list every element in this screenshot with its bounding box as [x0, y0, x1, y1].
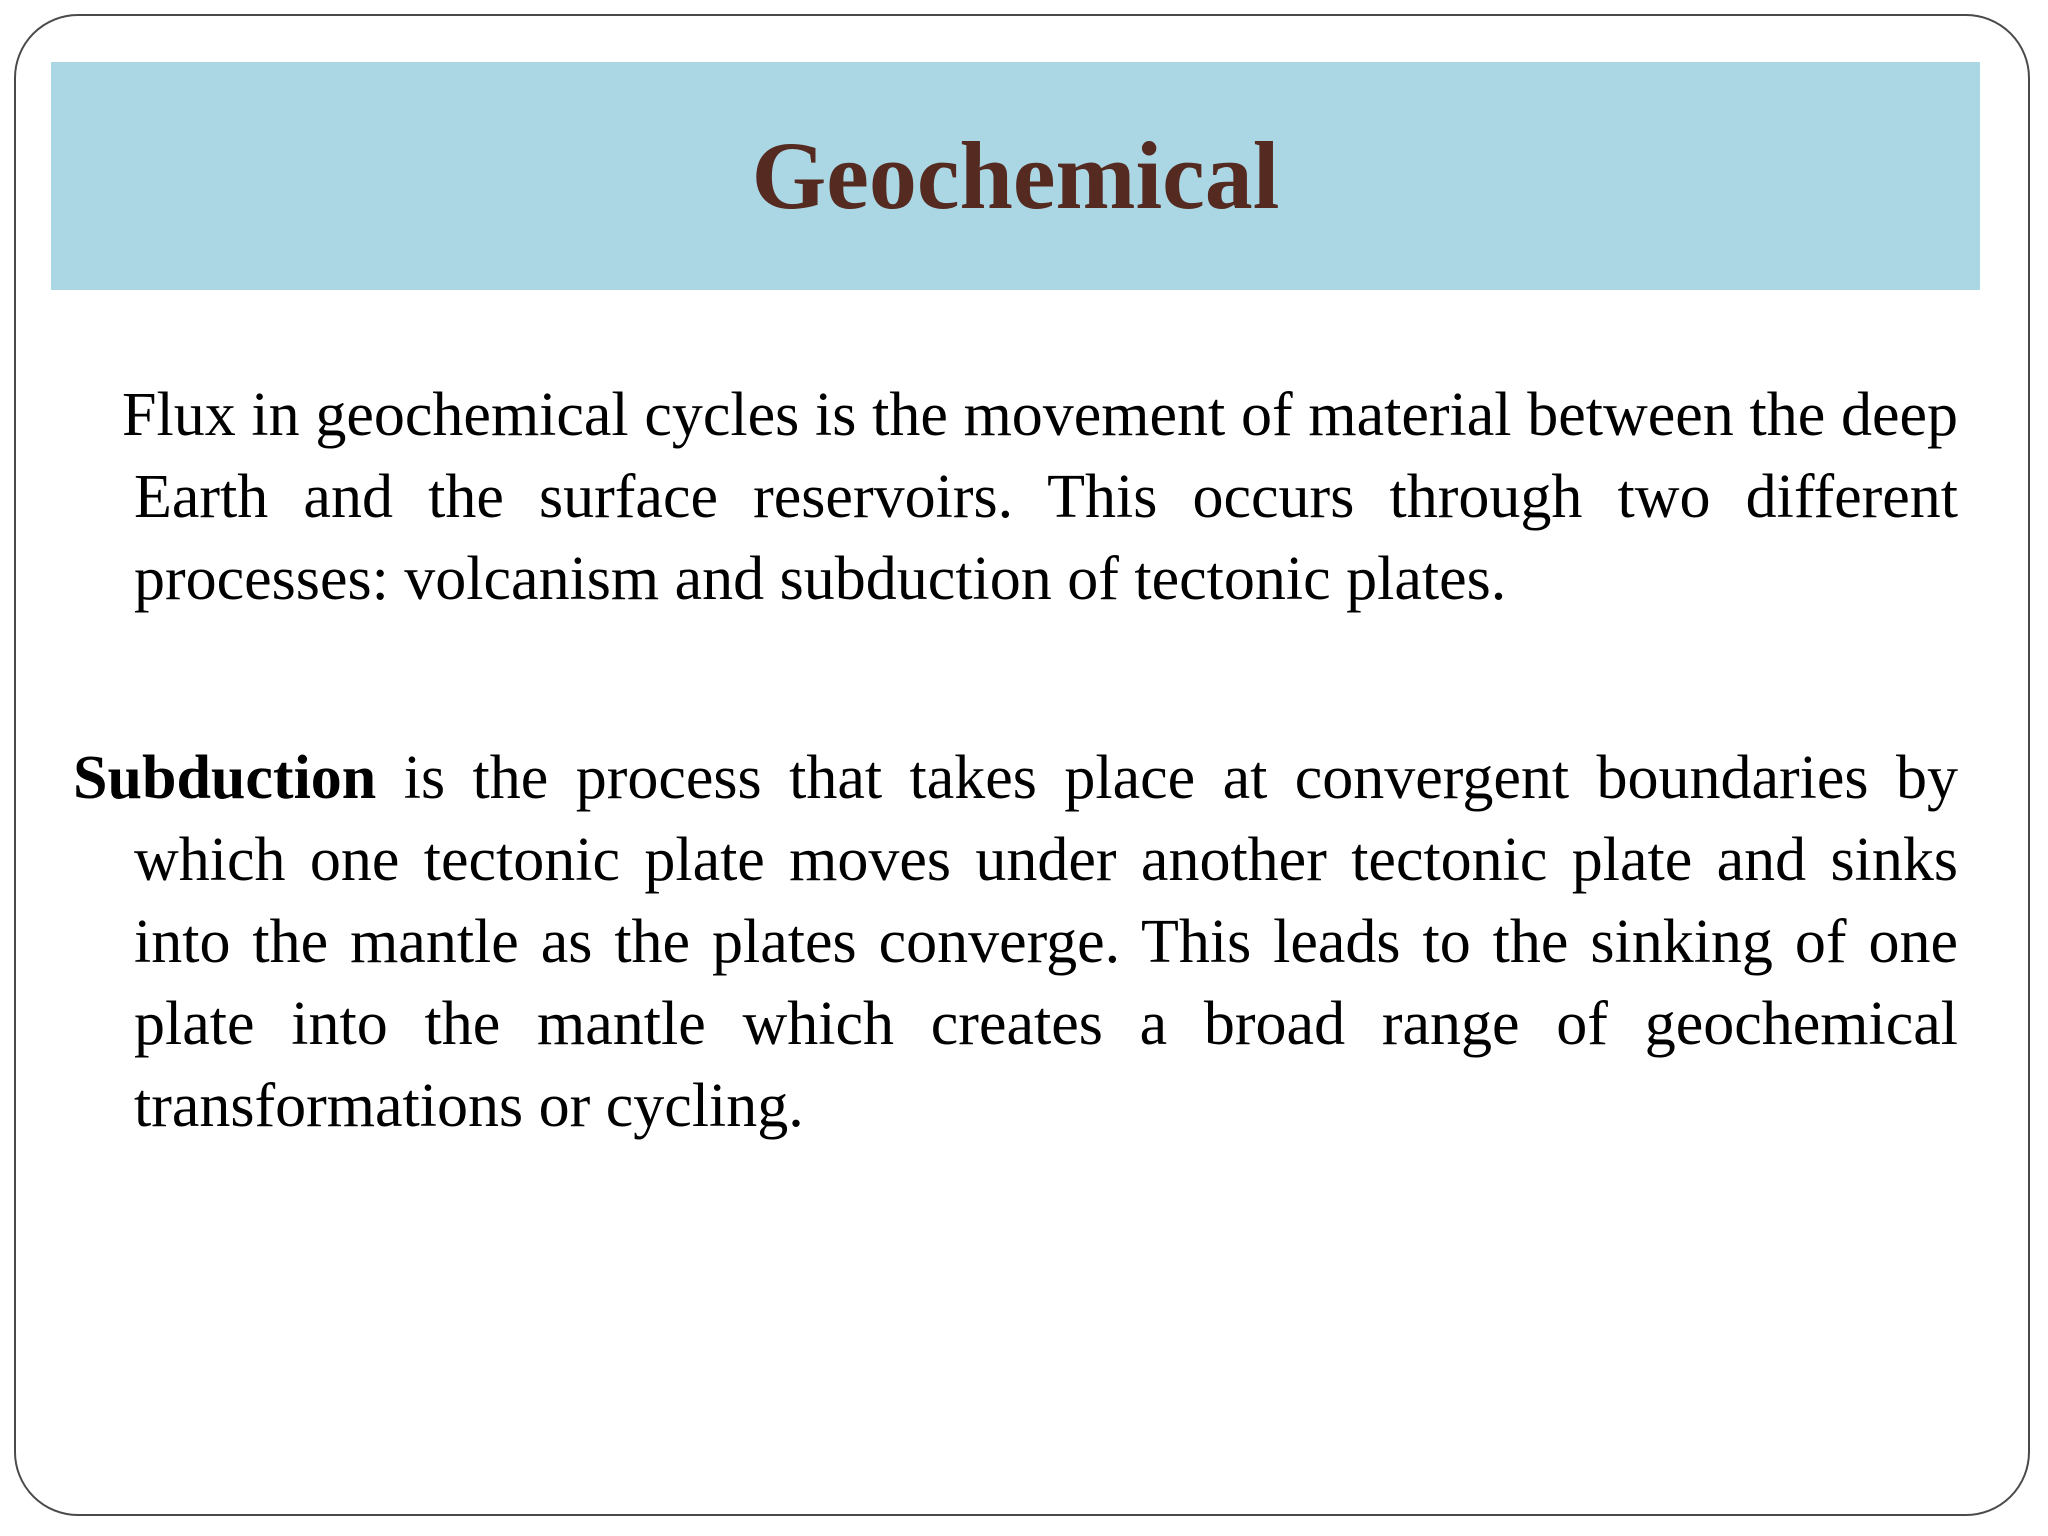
title-band [51, 62, 1980, 290]
subduction-definition: is the process that takes place at convergent boundaries by which one tectonic plate moves under another tectonic plate and sinks into the mantle as the plates converge. This leads to the sinking of one plate into the mantle which creates a broad range of geochemical transformations or cycling. [134, 744, 1958, 1140]
subduction-paragraph [71, 737, 1958, 1147]
flux-paragraph: Flux in geochemical cycles is the movement of material between the deep Earth and the surface reservoirs. This occurs through two different processes: volcanism and subduction of tectonic plates. [122, 381, 1958, 613]
slide-title: Geochemical [751, 122, 1280, 229]
subduction-term: Subduction [73, 744, 377, 812]
